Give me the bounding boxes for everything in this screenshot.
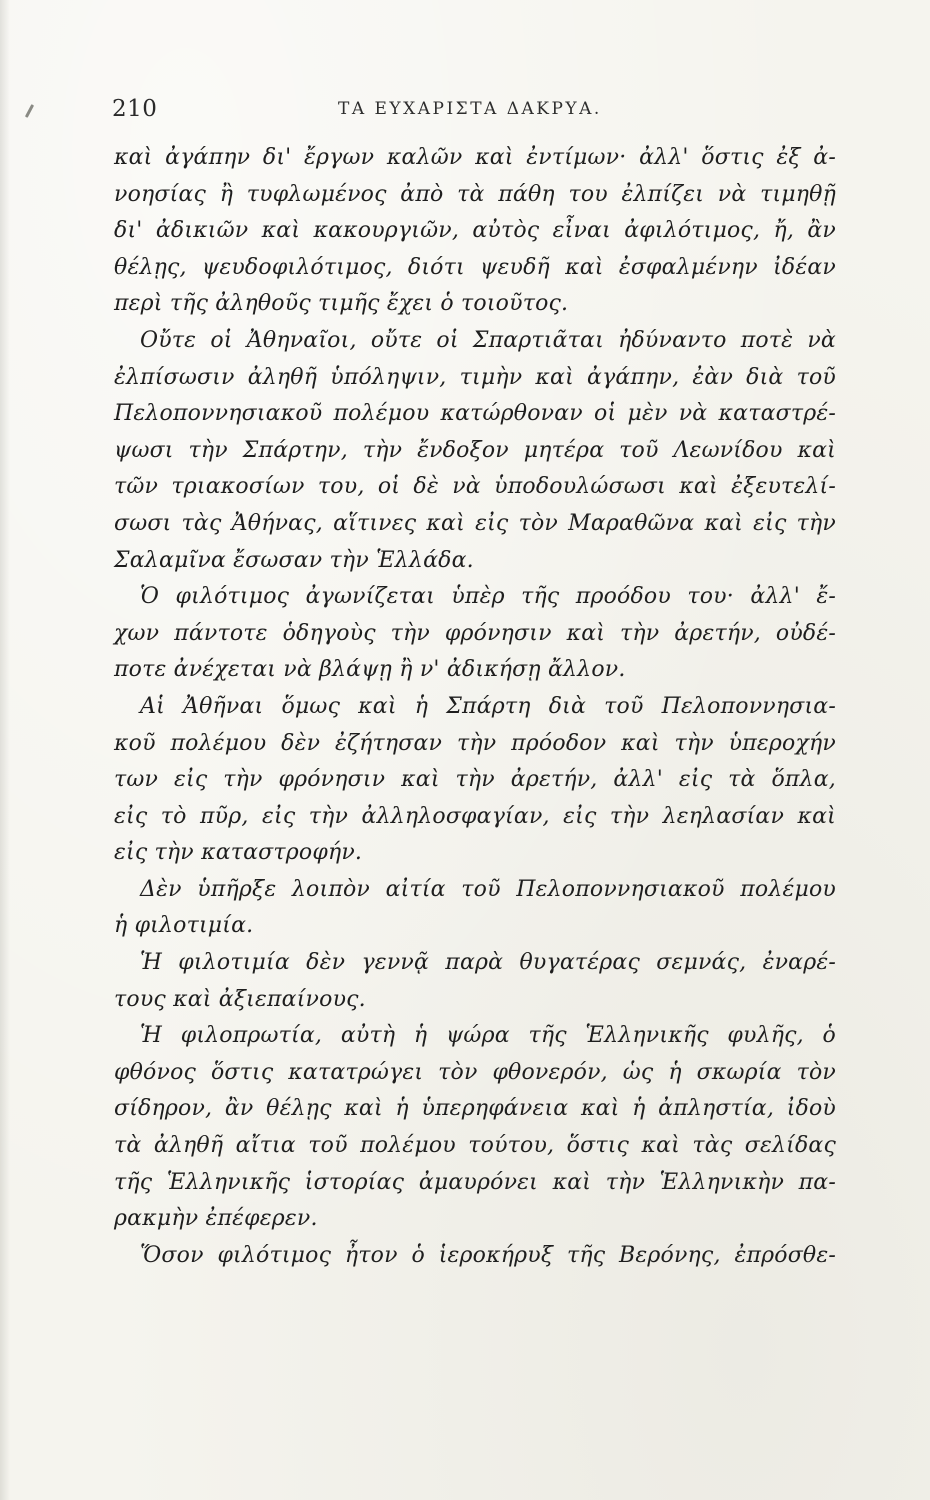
body-text (114, 140, 836, 1274)
text-line: κοῦ πολέμου δὲν ἐζήτησαν τὴν πρόοδον καὶ τὴν ὑπεροχήν (114, 730, 836, 756)
running-head (112, 96, 834, 130)
text-line: Πελοποννησιακοῦ πολέμου κατώρθοναν οἱ μὲν νὰ καταστρέ- (114, 401, 836, 427)
text-line: δι' ἀδικιῶν καὶ κακουργιῶν, αὐτὸς εἶναι ἀφιλότιμος, ἤ, ἂν (114, 218, 836, 244)
text-line: ποτε ἀνέχεται νὰ βλάψῃ ἢ ν' ἀδικήσῃ ἄλλον. (114, 657, 626, 683)
text-line: φθόνος ὅστις κατατρώγει τὸν φθονερόν, ὡς ἡ σκωρία τὸν (114, 1059, 836, 1085)
text-line: εἰς τὴν καταστροφήν. (114, 840, 363, 866)
text-line: περὶ τῆς ἀληθοῦς τιμῆς ἔχει ὁ τοιοῦτος. (114, 291, 569, 317)
text-line: ἡ φιλοτιμία. (114, 913, 254, 939)
text-line: τὰ ἀληθῆ αἴτια τοῦ πολέμου τούτου, ὅστις καὶ τὰς σελίδας (114, 1133, 836, 1159)
text-line: των εἰς τὴν φρόνησιν καὶ τὴν ἀρετήν, ἀλλ' εἰς τὰ ὅπλα, (114, 767, 836, 793)
ink-mark (25, 104, 34, 118)
text-line: ψωσι τὴν Σπάρτην, τὴν ἔνδοξον μητέρα τοῦ Λεωνίδου καὶ (114, 437, 836, 463)
text-line: θέλῃς, ψευδοφιλότιμος, διότι ψευδῆ καὶ ἐσφαλμένην ἰδέαν (114, 254, 836, 280)
paragraph-first-line: Ὁ φιλότιμος ἀγωνίζεται ὑπὲρ τῆς προόδου του· ἀλλ' ἔ- (140, 584, 836, 610)
text-line: ἐλπίσωσιν ἀληθῆ ὑπόληψιν, τιμὴν καὶ ἀγάπην, ἐὰν διὰ τοῦ (114, 364, 836, 390)
paragraph-first-line: Ἡ φιλοπρωτία, αὐτὴ ἡ ψώρα τῆς Ἑλληνικῆς φυλῆς, ὁ (140, 1023, 836, 1049)
paragraph-first-line: Ὅσον φιλότιμος ἦτον ὁ ἱεροκήρυξ τῆς Βερόνης, ἐπρόσθε- (140, 1242, 836, 1268)
page-gutter-shadow (0, 0, 10, 1500)
text-line: εἰς τὸ πῦρ, εἰς τὴν ἀλληλοσφαγίαν, εἰς τὴν λεηλασίαν καὶ (114, 803, 836, 829)
running-title: ΤΑ ΕΥΧΑΡΙΣΤΑ ΔΑΚΡΥΑ. (338, 99, 602, 119)
text-line: σωσι τὰς Ἀθήνας, αἵτινες καὶ εἰς τὸν Μαραθῶνα καὶ εἰς τὴν (114, 510, 836, 536)
paragraph-first-line: Ἡ φιλοτιμία δὲν γεννᾷ παρὰ θυγατέρας σεμνάς, ἐναρέ- (140, 950, 836, 976)
text-line: τῆς Ἑλληνικῆς ἱστορίας ἀμαυρόνει καὶ τὴν Ἑλληνικὴν πα- (114, 1169, 836, 1195)
text-line: νοησίας ἢ τυφλωμένος ἀπὸ τὰ πάθη του ἐλπίζει νὰ τιμηθῇ (114, 181, 836, 207)
text-line: χων πάντοτε ὁδηγοὺς τὴν φρόνησιν καὶ τὴν ἀρετήν, οὐδέ- (114, 620, 836, 646)
text-line: τῶν τριακοσίων του, οἱ δὲ νὰ ὑποδουλώσωσι καὶ ἐξευτελί- (114, 474, 836, 500)
page-number: 210 (112, 96, 158, 122)
paragraph-first-line: Δὲν ὑπῆρξε λοιπὸν αἰτία τοῦ Πελοποννησιακοῦ πολέμου (140, 876, 836, 902)
text-line: ρακμὴν ἐπέφερεν. (114, 1206, 318, 1232)
text-line: Σαλαμῖνα ἔσωσαν τὴν Ἑλλάδα. (114, 547, 474, 573)
text-line: καὶ ἀγάπην δι' ἔργων καλῶν καὶ ἐντίμων· ἀλλ' ὅστις ἐξ ἀ- (114, 145, 836, 170)
paragraph-first-line: Αἱ Ἀθῆναι ὅμως καὶ ἡ Σπάρτη διὰ τοῦ Πελοποννησια- (140, 693, 836, 719)
text-line: τους καὶ ἀξιεπαίνους. (114, 986, 366, 1012)
paragraph-first-line: Οὔτε οἱ Ἀθηναῖοι, οὔτε οἱ Σπαρτιᾶται ἠδύναντο ποτὲ νὰ (140, 327, 836, 353)
text-line: σίδηρον, ἂν θέλῃς καὶ ἡ ὑπερηφάνεια καὶ ἡ ἀπληστία, ἰδοὺ (114, 1096, 836, 1122)
